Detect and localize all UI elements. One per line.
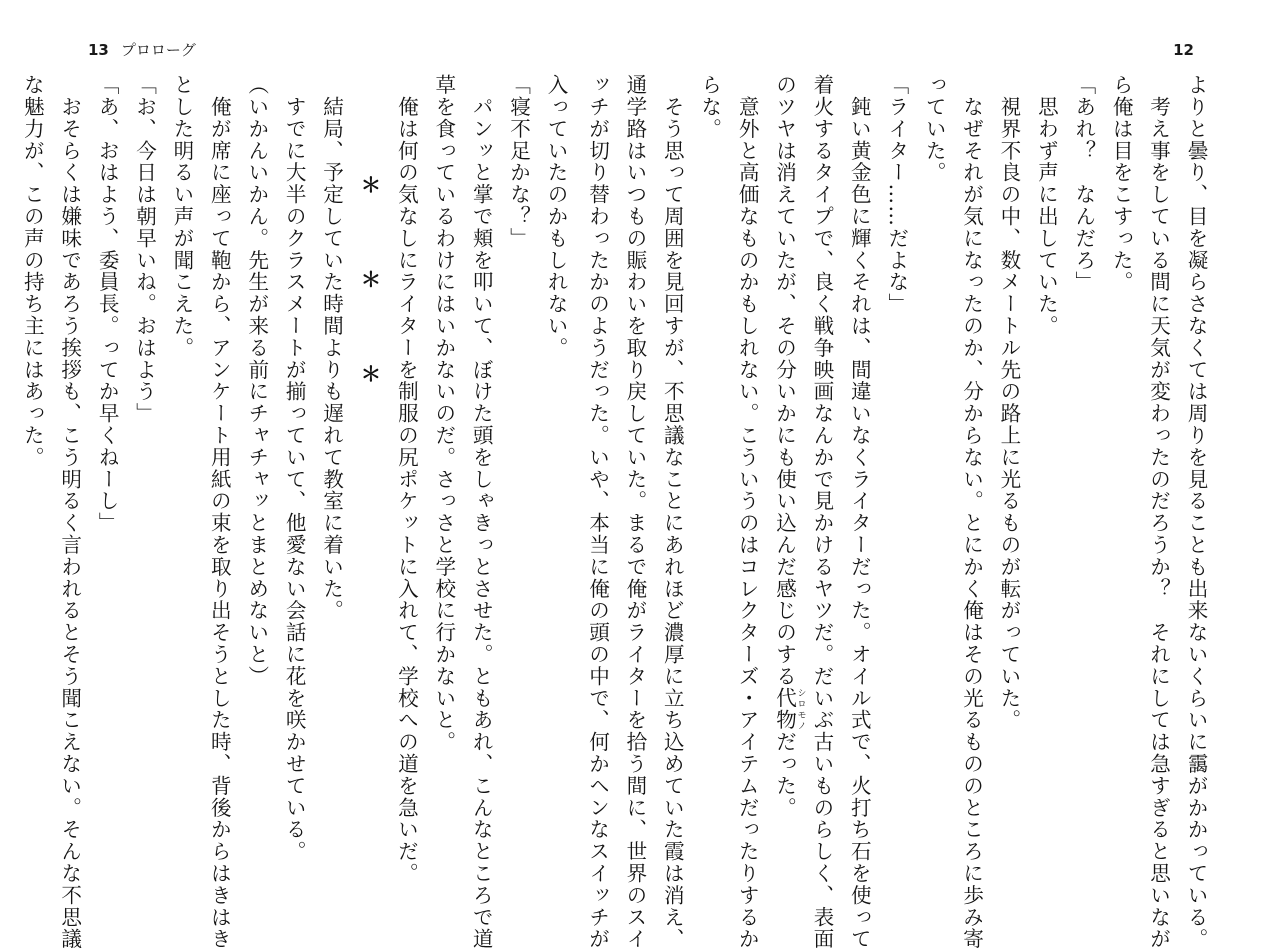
chapter-title: プロローグ (120, 41, 196, 59)
text-run: だった。 (772, 731, 797, 819)
paragraph: なぜそれが気になったのか、分からない。とにかく俺はその光るもののところに歩み寄 っていた。 (922, 74, 984, 950)
text-run: 鈍い黄金色に輝くそれは、間違いなくライターだった。オイル式で、火打ち石を使って 着火するタイプで、良く戦争映画なんかで見かけるヤツだ。だいぶ古いものらしく、表面 のツヤは消えていたが、その分いかにも使い込んだ感じのする (772, 74, 872, 950)
ruby-reading: シロモノ (795, 687, 806, 731)
paragraph: 入っていたのかもしれない。 (544, 74, 568, 359)
paragraph: おそらくは嫌味であろう挨拶も、こう明るく言われるとそう聞こえない。そんな不思議 な魅力が、この声の持ち主にはあった。 (20, 74, 82, 950)
inner-monologue: （いかんいかん。先生が来る前にチャチャッとまとめないと） (244, 74, 269, 688)
ruby-base: 代物 (772, 687, 797, 732)
paragraph-with-ruby (765, 74, 877, 950)
dialogue-line: 「あれ？ なんだろ」 (1071, 74, 1096, 293)
paragraph: 結局、予定していた時間よりも遅れて教室に着いた。 (319, 74, 344, 622)
dialogue-line: 「お、今日は朝早いね。おはよう」 (132, 74, 157, 425)
paragraph: よりと曇り、目を凝らさなくては周りを見ることも出来ないくらいに靄がかかっている。 (1184, 74, 1208, 950)
paragraph: 俺が席に座って鞄から、アンケート用紙の束を取り出そうとした時、背後からはきはき とした明るい声が聞こえた。 (169, 74, 232, 950)
left-page-header (88, 40, 196, 60)
paragraph: そう思って周囲を見回すが、不思議なことにあれほど濃厚に立ち込めていた霞は消え、 通学路はいつもの賑わいを取り戻していた。まるで俺がライターを拾う間に、世界のスイ ッチが切り替わったかのようだった。いや、本当に俺の頭の中で、何かヘンなスイッチが (585, 74, 685, 950)
paragraph: 思わず声に出していた。 (1034, 74, 1059, 337)
paragraph: 視界不良の中、数メートル先の路上に光るものが転がっていた。 (996, 74, 1021, 731)
paragraph: 俺は何の気なしにライターを制服の尻ポケットに入れて、学校への道を急いだ。 (394, 74, 419, 885)
left-page-body (20, 74, 574, 950)
ruby-annotation (772, 687, 806, 732)
right-page-body (585, 74, 1214, 950)
paragraph: パンッと掌で頬を叩いて、ぼけた頭をしゃきっとさせた。ともあれ、こんなところで道 草を食っているわけにはいかないのだ。さっさと学校に行かないと。 (431, 74, 494, 950)
paragraph: 考え事をしている間に天気が変わったのだろうか？ それにしては急すぎると思いなが ら俺は目をこすった。 (1109, 74, 1171, 950)
dialogue-line: 「あ、おはよう、委員長。ってか早くねーし」 (95, 74, 120, 534)
right-page-header (1173, 40, 1194, 60)
paragraph: 意外と高価なものかもしれない。こういうのはコレクターズ・アイテムだったりするか らな。 (697, 74, 760, 950)
paragraph: すでに大半のクラスメートが揃っていて、他愛ない会話に花を咲かせている。 (282, 74, 307, 863)
dialogue-line: 「ライター……だよな」 (884, 74, 909, 315)
dialogue-line: 「寝不足かな？」 (506, 74, 531, 250)
left-page-number: 13 (88, 41, 109, 59)
right-page-number: 12 (1173, 41, 1194, 59)
scene-break-separator: ＊＊＊ (356, 174, 381, 458)
